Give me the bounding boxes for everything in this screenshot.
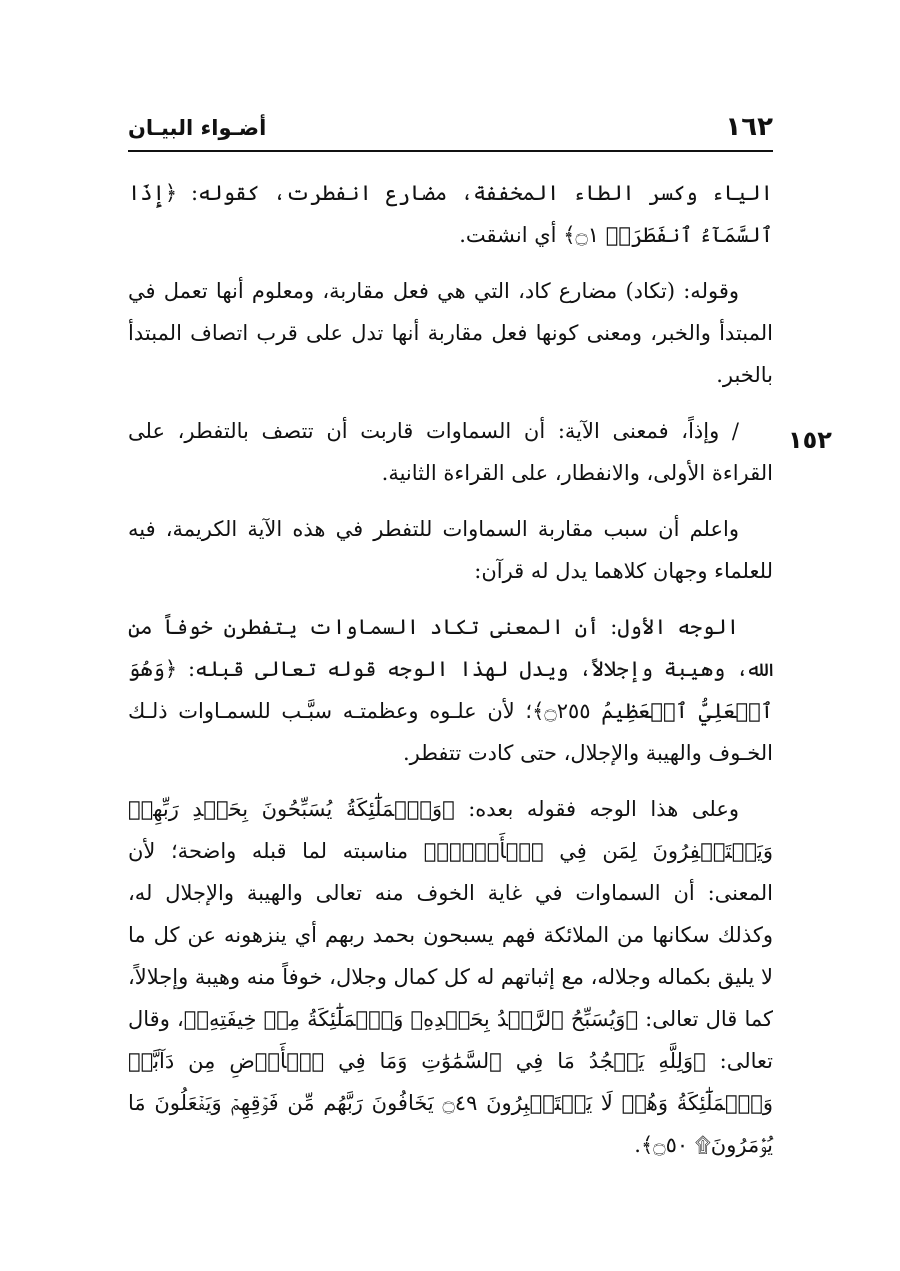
paragraph-2: وقوله: (تكاد) مضارع كاد، التي هي فعل مقاربة، ومعلوم أنها تعمل في المبتدأ والخبر، ومعنى كونها فعل مقاربة أنها تدل على قرب اتصاف المبتدأ بالخبر. [128, 279, 773, 387]
paragraph-6: وعلى هذا الوجه فقوله بعده: ﴿وَٱلۡمَلَٰٓئِكَةُ يُسَبِّحُونَ بِحَمۡدِ رَبِّهِمۡ وَيَسۡتَغۡفِرُونَ لِمَن فِي ٱلۡأَرۡضِۗ﴾ مناسبته لما قبله واضحة؛ لأن المعنى: أن السماوات في غاية الخوف منه تعالى والهيبة والإجلال له، وكذلك سكانها من الملائكة فهم يسبحون بحمد ربهم أي ينزهونه عن كل ما لا يليق بكماله وجلاله، مع إثباتهم له كل كمال وجلال، خوفاً منه وهيبة وإجلالاً، كما قال تعالى: ﴿وَيُسَبِّحُ ٱلرَّعۡدُ بِحَمۡدِهِۦ وَٱلۡمَلَٰٓئِكَةُ مِنۡ خِيفَتِهِۦ﴾، وقال تعالى: ﴿وَلِلَّهِ يَسۡجُدُ مَا فِي ٱلسَّمَٰوَٰتِ وَمَا فِي ٱلۡأَرۡضِ مِن دَآبَّةٖ وَٱلۡمَلَٰٓئِكَةُ وَهُمۡ لَا يَسۡتَكۡبِرُونَ ۝٤٩ يَخَافُونَ رَبَّهُم مِّن فَوۡقِهِمۡ وَيَفۡعَلُونَ مَا يُؤۡمَرُونَ۩ ۝٥٠﴾. [127, 797, 773, 1157]
running-title: أضـواء البيـان [128, 116, 267, 140]
margin-page-marker: ١٥٢ [788, 426, 832, 454]
page-number: ١٦٢ [725, 112, 773, 142]
body-text [128, 172, 773, 1180]
paragraph-4: واعلم أن سبب مقاربة السماوات للتفطر في هذه الآية الكريمة، فيه للعلماء وجهان كلاهما يدل له قرآن: [128, 517, 773, 583]
paragraph-1: الياء وكسر الطاء المخففة، مضارع انفطرت، كقوله: ﴿إِذَا ٱلسَّمَآءُ ٱنفَطَرَتۡ ۝١﴾ أي انشقت. [128, 181, 773, 247]
header-rule [128, 150, 773, 152]
paragraph-3: / وإذاً، فمعنى الآية: أن السماوات قاربت أن تتصف بالتفطر، على القراءة الأولى، والانفطار، على القراءة الثانية. [128, 419, 773, 485]
page-header [128, 112, 773, 148]
paragraph-5: الوجه الأول: أن المعنى تكاد السماوات يتفطرن خوفاً من الله، وهيبة وإجلالاً، ويدل لهذا الوجه قوله تعالى قبله: ﴿وَهُوَ ٱلۡعَلِيُّ ٱلۡعَظِيمُ ۝٢٥٥﴾؛ لأن علـوه وعظمتـه سبَّـب للسمـاوات ذلـك الخـوف والهيبة والإجلال، حتى كادت تتفطر. [128, 615, 773, 765]
